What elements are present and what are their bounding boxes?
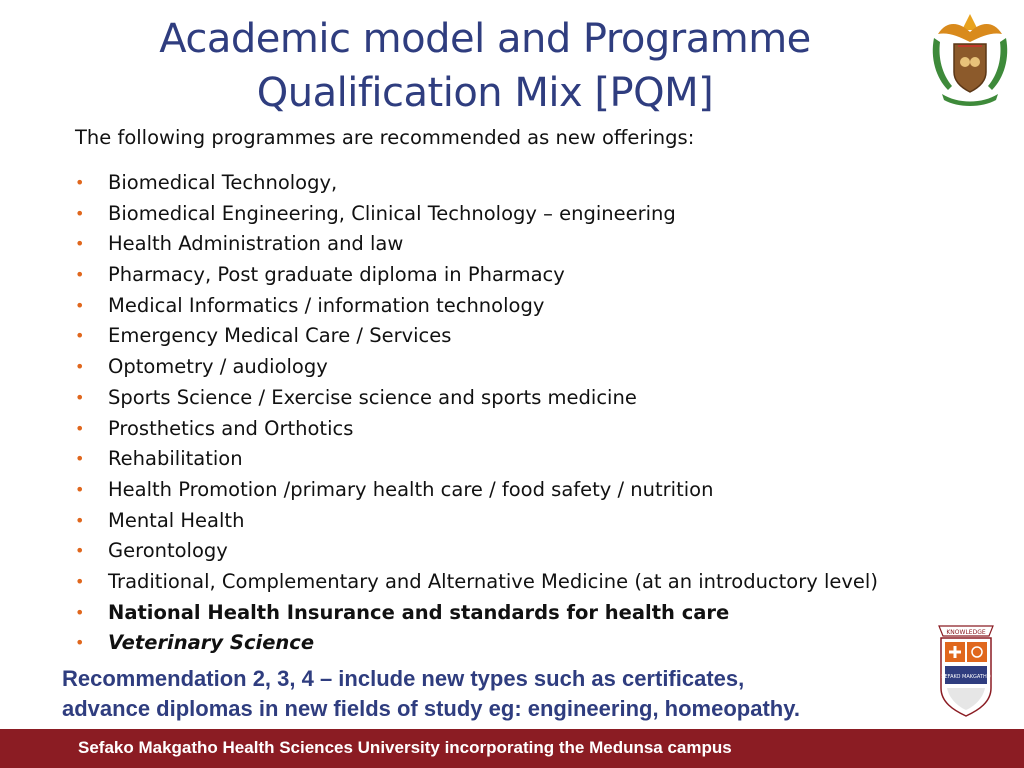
list-item-text: Gerontology bbox=[108, 539, 228, 563]
list-item-text: Emergency Medical Care / Services bbox=[108, 324, 452, 348]
list-item-text: Prosthetics and Orthotics bbox=[108, 416, 354, 440]
bullet-icon: • bbox=[75, 203, 85, 223]
list-item-text: Health Administration and law bbox=[108, 232, 404, 256]
list-item bbox=[75, 598, 878, 629]
logo-banner-text: KNOWLEDGE bbox=[946, 629, 986, 636]
list-item-text: Pharmacy, Post graduate diploma in Pharmacy bbox=[108, 263, 565, 287]
bullet-icon: • bbox=[75, 265, 85, 285]
list-item-text: Rehabilitation bbox=[108, 447, 243, 471]
list-item bbox=[75, 383, 878, 414]
bullet-icon: • bbox=[75, 418, 85, 438]
list-item bbox=[75, 506, 878, 537]
list-item bbox=[75, 536, 878, 567]
list-item-text: Optometry / audiology bbox=[108, 355, 328, 379]
recommendation-line1: Recommendation 2, 3, 4 – include new types such as certificates, bbox=[62, 666, 745, 691]
bullet-icon: • bbox=[75, 633, 85, 653]
list-item bbox=[75, 229, 878, 260]
university-crest-icon bbox=[935, 618, 997, 720]
bullet-icon: • bbox=[75, 357, 85, 377]
bullet-icon: • bbox=[75, 479, 85, 499]
list-item bbox=[75, 628, 878, 659]
list-item-text: Biomedical Engineering, Clinical Technology – engineering bbox=[108, 201, 676, 225]
list-item bbox=[75, 444, 878, 475]
list-item-text: Mental Health bbox=[108, 508, 245, 532]
bullet-icon: • bbox=[75, 571, 85, 591]
list-item-text: Traditional, Complementary and Alternative Medicine (at an introductory level) bbox=[108, 569, 878, 593]
list-item bbox=[75, 168, 878, 199]
recommendation-text bbox=[62, 664, 942, 724]
slide-title bbox=[90, 12, 880, 120]
list-item bbox=[75, 260, 878, 291]
bullet-icon: • bbox=[75, 295, 85, 315]
bullet-icon: • bbox=[75, 234, 85, 254]
slide-title-line2: Qualification Mix [PQM] bbox=[256, 70, 714, 116]
footer-text: Sefako Makgatho Health Sciences University incorporating the Medunsa campus bbox=[78, 738, 732, 757]
bullet-icon: • bbox=[75, 541, 85, 561]
list-item bbox=[75, 475, 878, 506]
bullet-icon: • bbox=[75, 173, 85, 192]
list-item-text: National Health Insurance and standards for health care bbox=[108, 600, 730, 624]
bullet-icon: • bbox=[75, 326, 85, 346]
list-item bbox=[75, 199, 878, 230]
list-item bbox=[75, 567, 878, 598]
list-item-text: Medical Informatics / information technology bbox=[108, 293, 545, 317]
recommendation-line2: advance diplomas in new fields of study eg: engineering, homeopathy. bbox=[62, 696, 800, 721]
slide-title-line1: Academic model and Programme bbox=[159, 16, 811, 62]
list-item bbox=[75, 414, 878, 445]
list-item-text: Health Promotion /primary health care / food safety / nutrition bbox=[108, 477, 714, 501]
bullet-icon: • bbox=[75, 510, 85, 530]
logo-name-text: SEFAKO MAKGATHO bbox=[941, 674, 991, 680]
list-item-text: Biomedical Technology, bbox=[108, 171, 338, 194]
list-item bbox=[75, 352, 878, 383]
footer-bar bbox=[0, 729, 1024, 768]
bullet-icon: • bbox=[75, 449, 85, 469]
list-item bbox=[75, 291, 878, 322]
bullet-icon: • bbox=[75, 602, 85, 622]
list-item bbox=[75, 321, 878, 352]
bullet-icon: • bbox=[75, 387, 85, 407]
coat-of-arms-icon bbox=[928, 8, 1012, 112]
intro-text: The following programmes are recommended as new offerings: bbox=[75, 126, 695, 149]
list-item-text: Sports Science / Exercise science and sports medicine bbox=[108, 385, 637, 409]
programme-list bbox=[75, 168, 878, 659]
list-item-text: Veterinary Science bbox=[108, 631, 315, 655]
